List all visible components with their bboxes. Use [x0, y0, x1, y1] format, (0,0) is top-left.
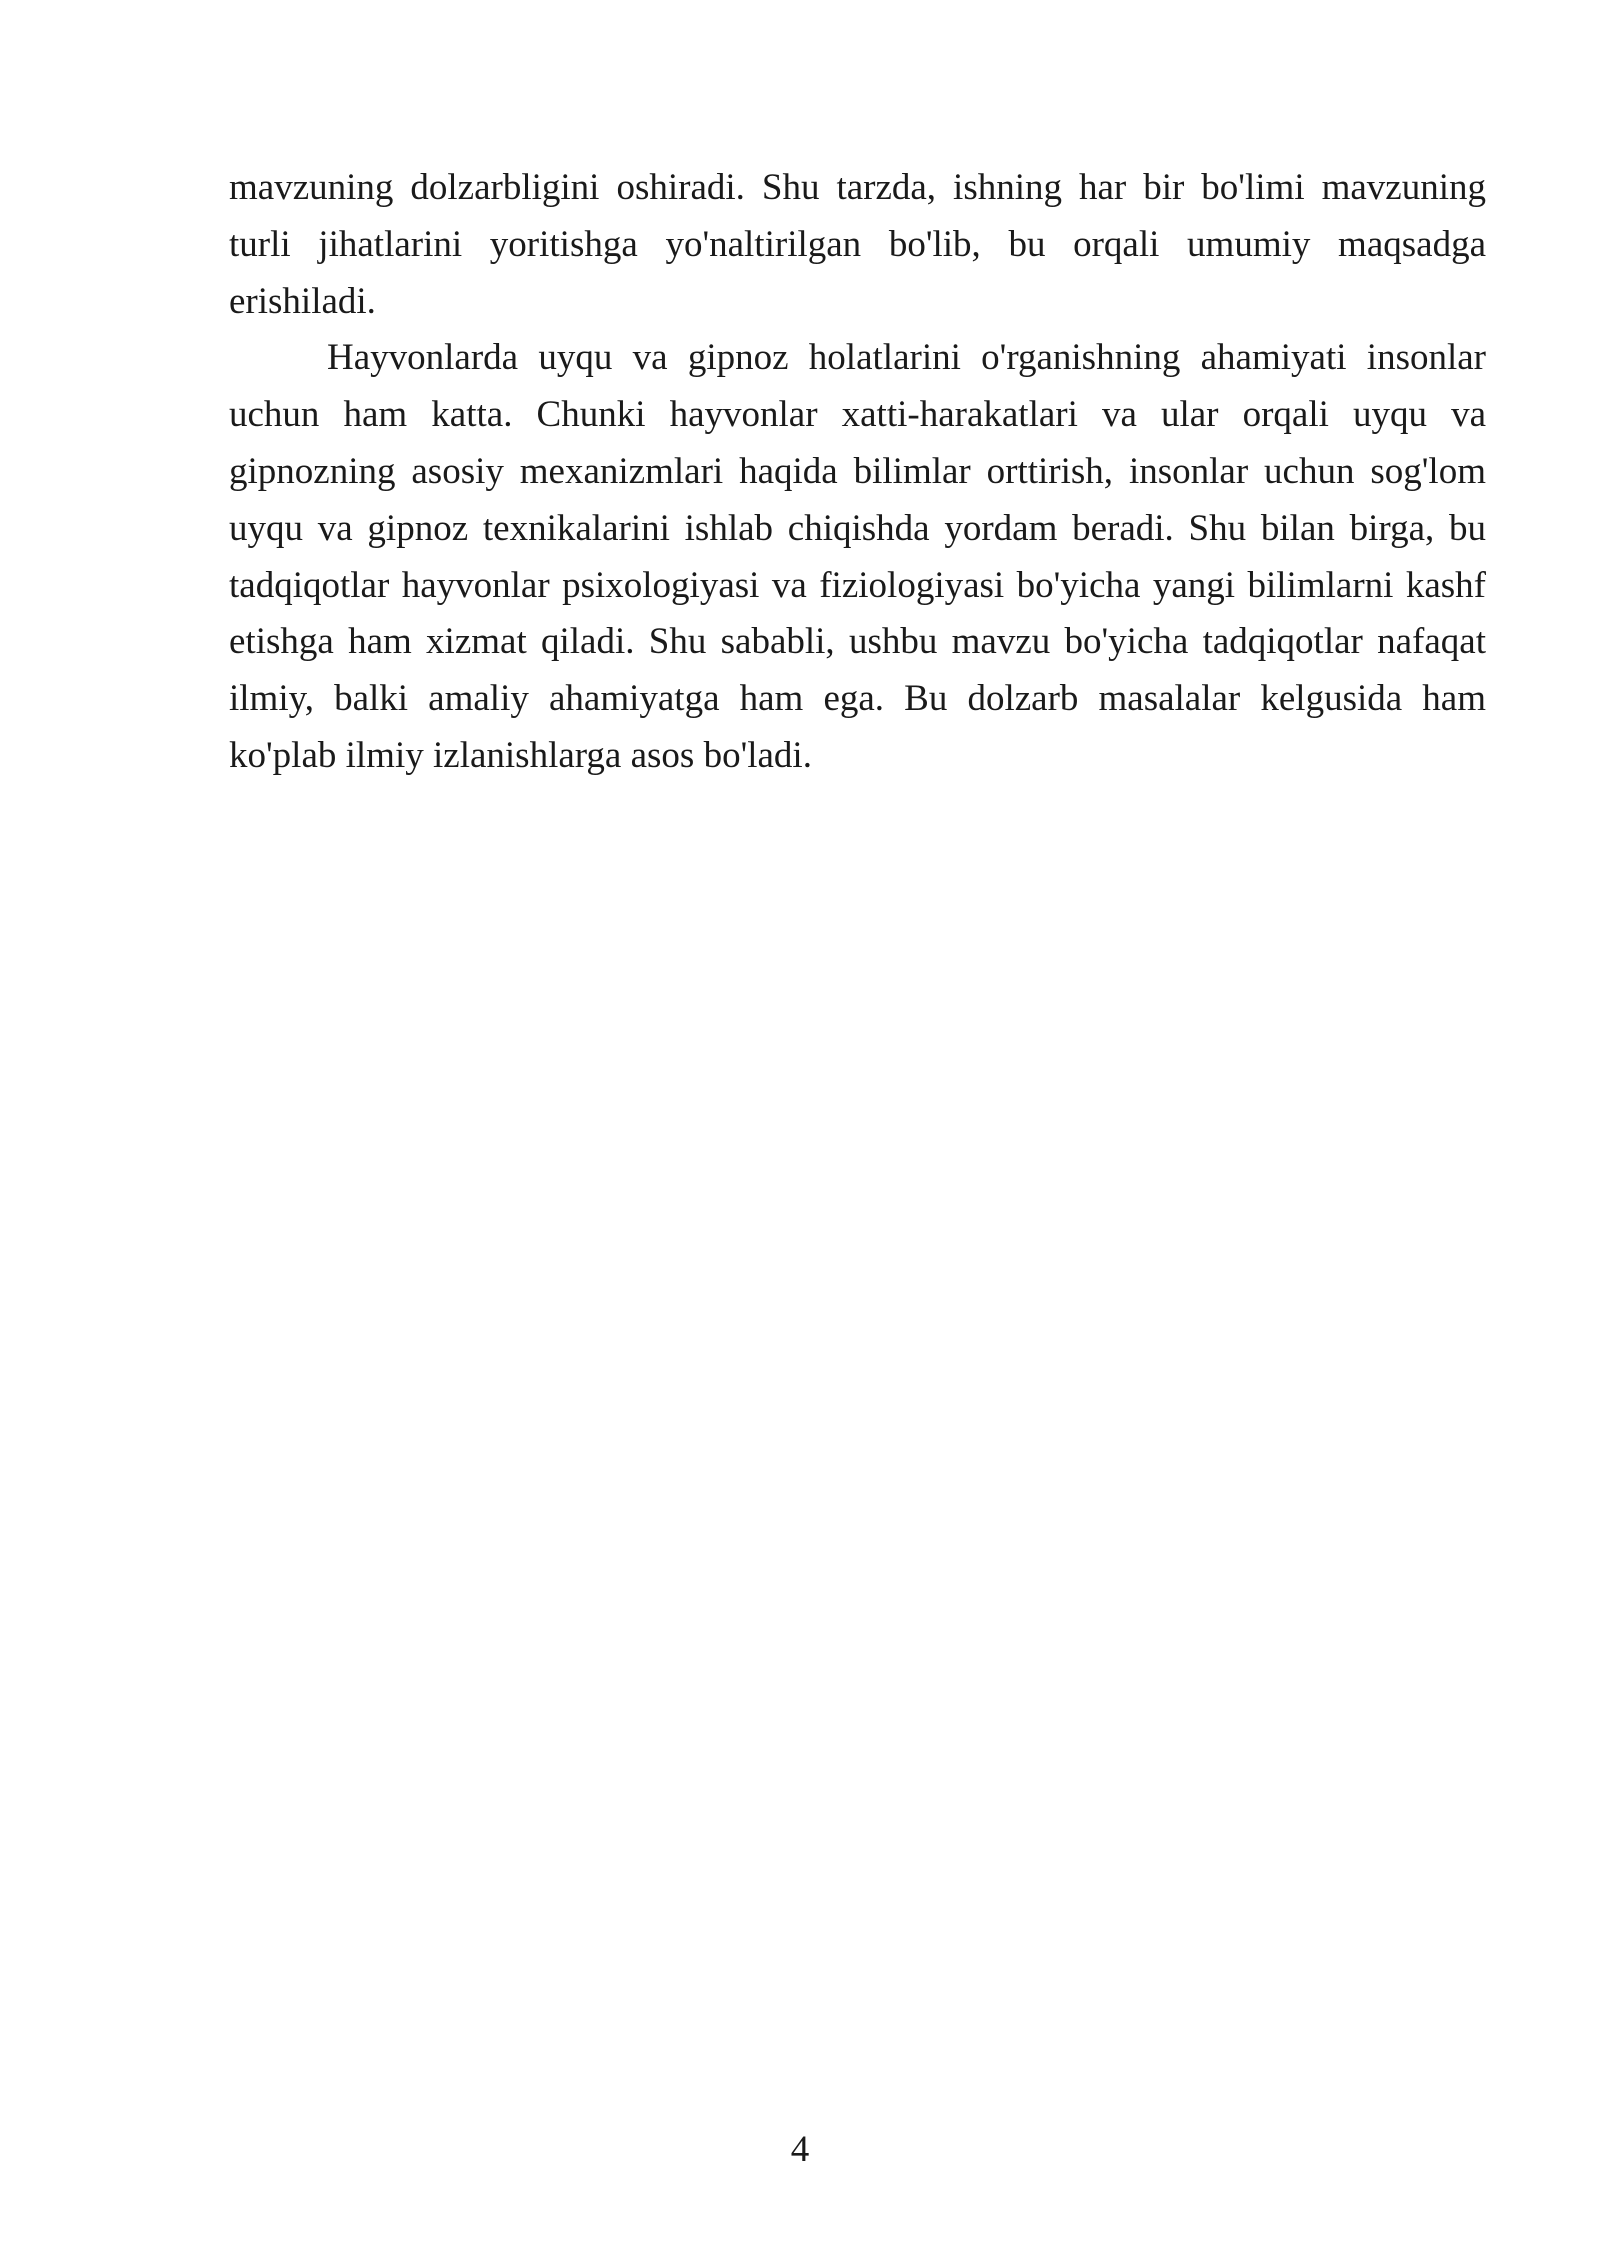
page-number: 4 [790, 2129, 810, 2170]
body-text [229, 160, 1486, 785]
paragraph-continuation: mavzuning dolzarbligini oshiradi. Shu tarzda, ishning har bir bo'limi mavzuning turli jihatlarini yoritishga yo'naltirilgan bo'lib, bu orqali umumiy maqsadga erishiladi. [229, 167, 1486, 322]
paragraph-significance: Hayvonlarda uyqu va gipnoz holatlarini o'rganishning ahamiyati insonlar uchun ham katta. Chunki hayvonlar xatti-harakatlari va ular orqali uyqu va gipnozning asosiy mexanizmlari haqida bilimlar orttirish, insonlar uchun sog'lom uyqu va gipnoz texnikalarini ishlab chiqishda yordam beradi. Shu bilan birga, bu tadqiqotlar hayvonlar psixologiyasi va fiziologiyasi bo'yicha yangi bilimlarni kashf etishga ham xizmat qiladi. Shu sababli, ushbu mavzu bo'yicha tadqiqotlar nafaqat ilmiy, balki amaliy ahamiyatga ham ega. Bu dolzarb masalalar kelgusida ham ko'plab ilmiy izlanishlarga asos bo'ladi. [229, 337, 1486, 776]
